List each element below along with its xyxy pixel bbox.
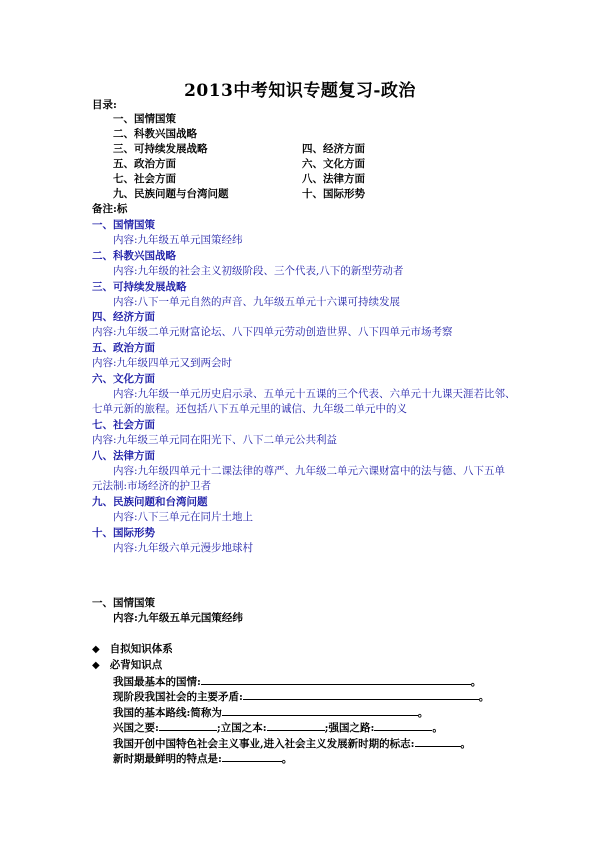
- question-line: 我国的基本路线:简称为 。: [113, 707, 429, 719]
- toc-item: 九、民族问题与台湾问题: [113, 188, 229, 200]
- part2-content: 内容:九年级五单元国策经纬: [113, 612, 243, 624]
- section-heading: 一、国情国策: [92, 219, 155, 231]
- toc-item: 六、文化方面: [302, 158, 365, 170]
- section-heading: 十、国际形势: [92, 527, 155, 539]
- toc-item: 二、科教兴国战略: [113, 128, 197, 140]
- section-heading: 六、文化方面: [92, 373, 155, 385]
- toc-item: 一、国情国策: [113, 113, 176, 125]
- toc-item: 十、国际形势: [302, 188, 365, 200]
- section-content: 元法制:市场经济的护卫者: [92, 480, 212, 492]
- answer-blank[interactable]: [201, 674, 471, 685]
- part2-heading: 一、国情国策: [92, 597, 155, 609]
- section-heading: 三、可持续发展战略: [92, 281, 187, 293]
- section-heading: 九、民族问题和台湾问题: [92, 496, 208, 508]
- section-heading: 二、科教兴国战略: [92, 250, 176, 262]
- answer-blank[interactable]: [415, 736, 461, 747]
- answer-blank[interactable]: [222, 751, 282, 762]
- page-title: 2013中考知识专题复习-政治: [184, 81, 416, 101]
- section-content: 内容:九年级五单元国策经纬: [113, 234, 243, 246]
- question-line: 兴国之要: ;立国之本: ;强国之路: 。: [113, 722, 443, 734]
- answer-blank[interactable]: [159, 720, 217, 731]
- section-content: 内容:八下三单元在同片土地上: [113, 511, 254, 523]
- section-heading: 五、政治方面: [92, 342, 155, 354]
- section-content: 内容:九年级二单元财富论坛、八下四单元劳动创造世界、八下四单元市场考察: [92, 326, 453, 338]
- toc-item: 七、社会方面: [113, 173, 176, 185]
- toc-item: 四、经济方面: [302, 143, 365, 155]
- toc-item: 八、法律方面: [302, 173, 365, 185]
- toc-label: 目录:: [92, 99, 117, 111]
- section-content: 内容:九年级一单元历史启示录、五单元十五课的三个代表、六单元十九课天涯若比邻、: [113, 388, 516, 400]
- section-heading: 八、法律方面: [92, 450, 155, 462]
- answer-blank[interactable]: [243, 689, 479, 700]
- section-content: 内容:九年级四单元又到两会时: [92, 357, 233, 369]
- question-line: 新时期最鲜明的特点是: 。: [113, 753, 293, 765]
- section-content: 内容:九年级的社会主义初级阶段、三个代表,八下的新型劳动者: [113, 265, 404, 277]
- section-content: 七单元新的旅程。还包括八下五单元里的诚信、九年级二单元中的义: [92, 403, 407, 415]
- note: 备注:标: [92, 203, 128, 215]
- answer-blank[interactable]: [222, 705, 418, 716]
- section-heading: 七、社会方面: [92, 419, 155, 431]
- section-content: 内容:八下一单元自然的声音、九年级五单元十六课可持续发展: [113, 296, 401, 308]
- section-content: 内容:九年级四单元十二课法律的尊严、九年级二单元六课财富中的法与德、八下五单: [113, 465, 506, 477]
- section-content: 内容:九年级三单元同在阳光下、八下二单元公共利益: [92, 434, 338, 446]
- question-line: 现阶段我国社会的主要矛盾: 。: [113, 691, 490, 703]
- section-heading: 四、经济方面: [92, 311, 155, 323]
- toc-item: 五、政治方面: [113, 158, 176, 170]
- diamond-icon: ◆: [92, 660, 100, 671]
- section-content: 内容:九年级六单元漫步地球村: [113, 542, 254, 554]
- answer-blank[interactable]: [374, 720, 432, 731]
- question-line: 我国开创中国特色社会主义事业,进入社会主义发展新时期的标志: 。: [113, 738, 472, 750]
- diamond-icon: ◆: [92, 644, 100, 655]
- bullet-item: ◆ 必背知识点: [92, 659, 163, 671]
- toc-item: 三、可持续发展战略: [113, 143, 208, 155]
- question-line: 我国最基本的国情: 。: [113, 676, 482, 688]
- answer-blank[interactable]: [267, 720, 325, 731]
- bullet-item: ◆ 自拟知识体系: [92, 643, 173, 655]
